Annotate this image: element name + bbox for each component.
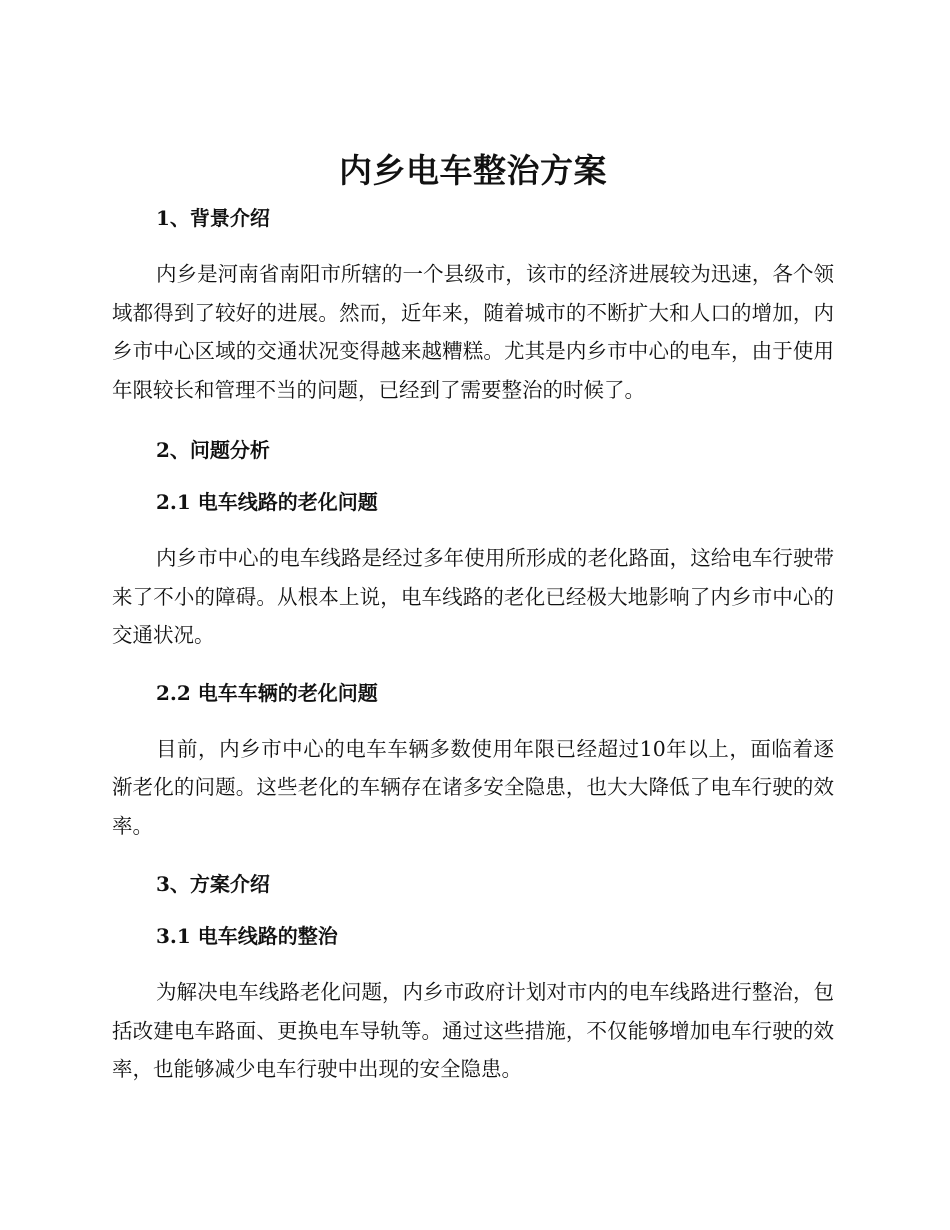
paragraph-line-aging: 内乡市中心的电车线路是经过多年使用所形成的老化路面，这给电车行驶带来了不小的障碍。从根本上说，电车线路的老化已经极大地影响了内乡市中心的交通状况。 [112, 546, 834, 647]
subsection-heading-line-renovation: 3.1 电车线路的整治 [156, 924, 338, 948]
subsection-heading-line-aging: 2.1 电车线路的老化问题 [156, 490, 378, 514]
section-heading-plan: 3、方案介绍 [156, 872, 270, 896]
section-heading-problem-analysis: 2、问题分析 [156, 438, 270, 462]
document-title: 内乡电车整治方案 [339, 151, 607, 190]
document-body [112, 146, 834, 1089]
paragraph-line-renovation: 为解决电车线路老化问题，内乡市政府计划对市内的电车线路进行整治，包括改建电车路面、更换电车导轨等。通过这些措施，不仅能够增加电车行驶的效率，也能够减少电车行驶中出现的安全隐患。 [112, 980, 834, 1081]
paragraph-background: 内乡是河南省南阳市所辖的一个县级市，该市的经济进展较为迅速，各个领域都得到了较好的进展。然而，近年来，随着城市的不断扩大和人口的增加，内乡市中心区域的交通状况变得越来越糟糕。尤其是内乡市中心的电车，由于使用年限较长和管理不当的问题，已经到了需要整治的时候了。 [112, 262, 834, 402]
paragraph-vehicle-aging: 目前，内乡市中心的电车车辆多数使用年限已经超过10年以上，面临着逐渐老化的问题。这些老化的车辆存在诸多安全隐患，也大大降低了电车行驶的效率。 [112, 736, 834, 838]
section-heading-background: 1、背景介绍 [156, 206, 270, 230]
subsection-heading-vehicle-aging: 2.2 电车车辆的老化问题 [156, 680, 378, 705]
